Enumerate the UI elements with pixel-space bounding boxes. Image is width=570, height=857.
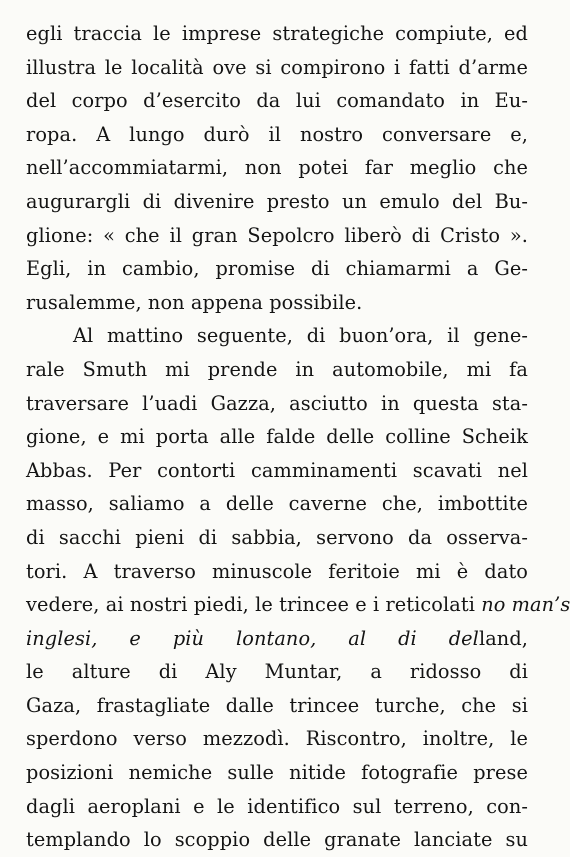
italic-word: inglesi, e più lontano, al di del xyxy=(26,626,479,650)
text-line: nell’accommiatarmi, non potei far meglio che xyxy=(26,156,528,180)
text-line: templando lo scoppio delle granate lanciate su xyxy=(26,828,528,852)
text-line: masso, saliamo a delle caverne che, imbottite xyxy=(26,492,528,516)
paragraph-1 xyxy=(26,17,528,319)
text-line: posizioni nemiche sulle nitide fotografie prese xyxy=(26,761,528,785)
line-rest: land, xyxy=(478,626,528,650)
text-line: dagli aeroplani e le identifico sul terreno, con- xyxy=(26,794,528,818)
text-line: Egli, in cambio, promise di chiamarmi a Ge- xyxy=(26,257,528,281)
text-line: traversare l’uadi Gazza, asciutto in questa sta- xyxy=(26,391,528,415)
text-line: illustra le località ove si compirono i fatti d’arme xyxy=(26,55,528,79)
text-line: le alture di Aly Muntar, a ridosso di xyxy=(26,660,528,684)
text-line: gione, e mi porta alle falde delle colline Scheik xyxy=(26,425,528,449)
italic-phrase: no man’s xyxy=(481,593,570,617)
text-line: Gaza, frastagliate dalle trincee turche, che si xyxy=(26,693,528,717)
text-line-with-italic xyxy=(26,622,528,656)
text-line: di sacchi pieni di sabbia, servono da osserva- xyxy=(26,525,528,549)
text-line: Al mattino seguente, di buon’ora, il gene- xyxy=(73,324,528,348)
text-line: ropa. A lungo durò il nostro conversare e, xyxy=(26,122,528,146)
text-line: egli traccia le imprese strategiche compiute, ed xyxy=(26,22,528,45)
text-line: rusalemme, non appena possibile. xyxy=(26,290,363,314)
line-start: vedere, ai nostri piedi, le trincee e i reticolati xyxy=(26,593,475,617)
text-line: tori. A traverso minuscole feritoie mi è dato xyxy=(26,559,528,583)
text-line: Abbas. Per contorti camminamenti scavati nel xyxy=(26,458,528,482)
text-line-with-italic xyxy=(26,588,570,622)
paragraph-2 xyxy=(26,319,570,857)
text-line: augurargli di divenire presto un emulo del Bu- xyxy=(26,189,528,213)
text-line: sperdono verso mezzodì. Riscontro, inoltre, le xyxy=(26,727,528,751)
text-line: del corpo d’esercito da lui comandato in Eu- xyxy=(26,89,528,113)
text-line: rale Smuth mi prende in automobile, mi fa xyxy=(26,357,528,381)
text-line: glione: « che il gran Sepolcro liberò di Cristo ». xyxy=(26,223,528,247)
